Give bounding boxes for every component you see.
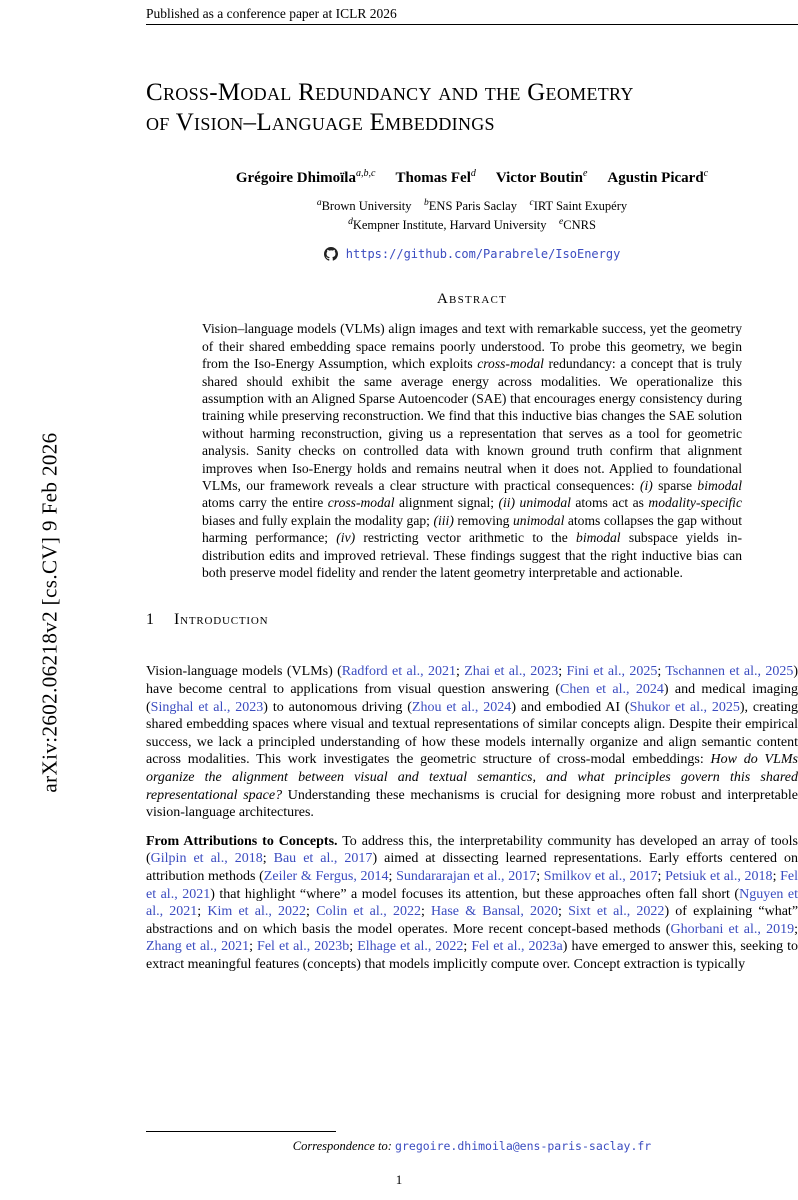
introduction-body	[146, 663, 798, 973]
affiliation-mark: b	[424, 198, 429, 208]
citation-link[interactable]: Fel et al., 2021	[146, 868, 798, 902]
paragraph-2: From Attributions to Concepts. To address this, the interpretability community has developed an array of tools (Gilpin et al., 2018; Bau et al., 2017) aimed at dissecting learned representations. Early efforts centered on attribution methods (Zeiler & Fergus, 2014; Sundararajan et al., 2017; Smilkov et al., 2017; Petsiuk et al., 2018; Fel et al., 2021) that highlight “where” a model focuses its attention, but these approaches often fall short (Nguyen et al., 2021; Kim et al., 2022; Colin et al., 2022; Hase & Bansal, 2020; Sixt et al., 2022) of explaining “what” abstractions and on which basis the model operates. More recent concept-based methods (Ghorbani et al., 2019; Zhang et al., 2021; Fel et al., 2023b; Elhage et al., 2022; Fel et al., 2023a) have emerged to answer this, seeking to extract meaningful features (concepts) that models implicitly compute over. Concept extraction is typically	[146, 833, 798, 972]
citation-link[interactable]: Gilpin et al., 2018	[150, 851, 263, 867]
affiliation-row	[146, 195, 798, 214]
page-title	[146, 78, 798, 138]
author-list	[146, 168, 798, 187]
paragraph-1: Vision-language models (VLMs) (Radford et al., 2021; Zhai et al., 2023; Fini et al., 2025; Tschannen et al., 2025) have become central to applications from visual question answering (Chen et al., 2024) and medical imaging (Singhal et al., 2023) to autonomous driving (Zhou et al., 2024) and embodied AI (Shukor et al., 2025), creating shared embedding spaces where visual and textual representations of similar concepts align. Despite their empirical success, we lack a principled understanding of how these models internally organize and align semantic content across modalities. This work investigates the geometric structure of cross-modal embeddings: How do VLMs organize the alignment between visual and textual semantics, and what principles govern this shared representational space? Understanding these mechanisms is crucial for designing more robust and interpretable vision-language architectures.	[146, 664, 798, 821]
citation-link[interactable]: Nguyen et al., 2021	[146, 886, 798, 920]
citation-link[interactable]: Chen et al., 2024	[560, 682, 664, 697]
citation-link[interactable]: Fini et al., 2025	[566, 664, 658, 680]
page-content	[146, 60, 798, 985]
citation-link[interactable]: Elhage et al., 2022	[357, 939, 464, 955]
affiliation-name: CNRS	[563, 218, 596, 233]
citation-link[interactable]: Kim et al., 2022	[207, 904, 307, 920]
citation-link[interactable]: Tschannen et al., 2025	[665, 664, 794, 680]
footnote-prefix: Correspondence to:	[292, 1139, 396, 1153]
affiliation	[529, 199, 627, 213]
affiliation-mark: e	[559, 217, 564, 228]
citation-link[interactable]: Petsiuk et al., 2018	[665, 868, 773, 884]
affiliation	[317, 199, 412, 213]
author-marks: c	[703, 168, 709, 179]
affiliation-row	[146, 214, 798, 233]
author-marks: d	[470, 168, 476, 179]
author	[395, 168, 475, 187]
citation-link[interactable]: Zhang et al., 2021	[146, 939, 250, 955]
repository-line	[146, 247, 798, 265]
citation-link[interactable]: Bau et al., 2017	[273, 851, 373, 867]
citation-link[interactable]: Radford et al., 2021	[341, 664, 456, 680]
footnote	[146, 1139, 798, 1154]
affiliation-mark: a	[316, 198, 322, 208]
citation-link[interactable]: Ghorbani et al., 2019	[670, 921, 795, 937]
abstract-heading: Abstract	[437, 291, 507, 308]
affiliation-mark: d	[348, 217, 353, 228]
author-name: Grégoire Dhimoïla	[235, 170, 356, 186]
affiliation	[424, 199, 517, 213]
citation-link[interactable]: Shukor et al., 2025	[629, 699, 740, 715]
author-name: Thomas Fel	[395, 170, 471, 186]
repository-link[interactable]: https://github.com/Parabrele/IsoEnergy	[345, 247, 621, 262]
author-marks: a,b,c	[355, 168, 376, 179]
affiliation-list	[146, 195, 798, 233]
emphasis: How do VLMs organize the alignment between visual and textual semantics, and what principles govern this shared representational space?	[146, 752, 798, 803]
affiliation-mark: c	[529, 198, 534, 208]
abstract-body: Vision–language models (VLMs) align images and text with remarkable success, yet the geometry of their shared embedding space remains poorly understood. To probe this geometry, we begin from the Iso-Energy Assumption, which exploits cross-modal redundancy: a concept that is truly shared should exhibit the same average energy across modalities. We operationalize this assumption with an Aligned Sparse Autoencoder (SAE) that encourages energy consistency during training while preserving reconstruction. We find that this inductive bias changes the SAE solution without harming reconstruction, giving us a representation that serves as a tool for geometric analysis. Sanity checks on controlled data with known ground truth confirm that alignment improves when Iso-Energy holds and remains neutral when it does not. Applied to foundational VLMs, our framework reveals a clear structure with practical consequences: (i) sparse bimodal atoms carry the entire cross-modal alignment signal; (ii) unimodal atoms act as modality-specific biases and fully explain the modality gap; (iii) removing unimodal atoms collapses the gap without harming performance; (iv) restricting vector arithmetic to the bimodal subspace yields in-distribution edits and improved retrieval. These findings suggest that the right inductive bias can both preserve model fidelity and render the latent geometry interpretable and actionable.	[202, 321, 742, 580]
citation-link[interactable]: Hase & Bansal, 2020	[431, 904, 559, 920]
citation-link[interactable]: Zeiler & Fergus, 2014	[263, 868, 389, 884]
title-line-2: of Vision–Language Embeddings	[146, 109, 495, 136]
citation-link[interactable]: Zhai et al., 2023	[464, 664, 559, 680]
citation-link[interactable]: Smilkov et al., 2017	[543, 868, 658, 884]
citation-link[interactable]: Singhal et al., 2023	[150, 699, 264, 715]
citation-link[interactable]: Sundararajan et al., 2017	[396, 868, 537, 884]
affiliation	[348, 218, 546, 232]
author-name: Agustin Picard	[607, 170, 704, 186]
author	[496, 168, 588, 187]
header-rule	[146, 24, 798, 25]
author	[607, 168, 708, 187]
section-number: 1	[146, 611, 155, 629]
author	[236, 168, 376, 187]
citation-link[interactable]: Fel et al., 2023b	[257, 939, 350, 955]
affiliation	[559, 218, 596, 232]
page-number: 1	[395, 1172, 403, 1187]
affiliation-name: IRT Saint Exupéry	[533, 199, 628, 214]
section-title: Introduction	[174, 611, 269, 629]
github-icon	[324, 247, 338, 265]
author-marks: e	[582, 168, 588, 179]
arxiv-stamp: arXiv:2602.06218v2 [cs.CV] 9 Feb 2026	[37, 432, 62, 793]
running-head: Published as a conference paper at ICLR 2026	[146, 6, 397, 21]
affiliation-name: ENS Paris Saclay	[428, 199, 517, 214]
citation-link[interactable]: Colin et al., 2022	[316, 904, 421, 920]
paragraph-lead-in: From Attributions to Concepts.	[146, 833, 338, 849]
citation-link[interactable]: Sixt et al., 2022	[568, 904, 665, 920]
citation-link[interactable]: Fel et al., 2023a	[471, 939, 563, 955]
affiliation-name: Kempner Institute, Harvard University	[352, 218, 547, 233]
correspondence-email[interactable]: gregoire.dhimoila@ens-paris-saclay.fr	[395, 1139, 652, 1153]
author-name: Victor Boutin	[495, 170, 583, 186]
footnote-rule	[146, 1131, 336, 1132]
citation-link[interactable]: Zhou et al., 2024	[411, 699, 512, 715]
section-heading	[146, 611, 798, 629]
title-line-1: Cross-Modal Redundancy and the Geometry	[146, 79, 634, 106]
affiliation-name: Brown University	[321, 199, 412, 214]
